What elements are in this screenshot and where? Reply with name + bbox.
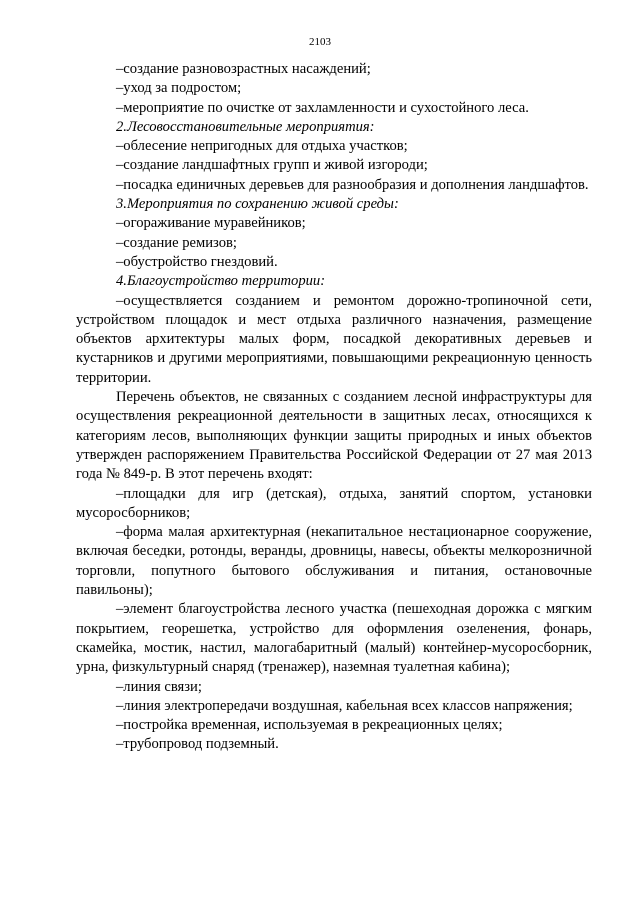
list-item: –создание ландшафтных групп и живой изгороди; — [116, 157, 428, 174]
page-number: 2103 — [309, 36, 331, 48]
list-item: –обустройство гнездовий. — [116, 253, 278, 270]
list-item: –уход за подростом; — [116, 80, 242, 97]
body-paragraph: Перечень объектов, не связанных с созданием лесной инфраструктуры для осуществления рекреационной деятельности в защитных лесах, относящихся к категориям лесов, выполняющих функции защиты природных и иных объектов утвержден распоряжением Правительства Российской Федерации от 27 мая 2013 года № 849-р. В этот перечень входят: — [76, 389, 592, 483]
list-item: –создание ремизов; — [116, 234, 237, 251]
list-item: –трубопровод подземный. — [116, 736, 279, 753]
list-item: –облесение непригодных для отдыха участков; — [116, 138, 408, 155]
list-item: –линия связи; — [116, 678, 202, 695]
section-heading: 2.Лесовосстановительные мероприятия: — [116, 118, 375, 135]
section-heading: 4.Благоустройство территории: — [116, 273, 326, 290]
list-item: –огораживание муравейников; — [116, 215, 306, 232]
list-item: –создание разновозрастных насаждений; — [116, 61, 371, 77]
list-item: –форма малая архитектурная (некапитальное нестационарное сооружение, включая беседки, ротонды, веранды, дровницы, навесы, объекты мелкорозничной торговли, попутного бытового обслуживания и питания, остановочные павильоны); — [76, 524, 592, 599]
list-item: –постройка временная, используемая в рекреационных целях; — [116, 717, 503, 734]
list-item: –посадка единичных деревьев для разнообразия и дополнения ландшафтов. — [116, 176, 589, 193]
list-item: –линия электропередачи воздушная, кабельная всех классов напряжения; — [116, 697, 573, 714]
list-item: –мероприятие по очистке от захламленности и сухостойного леса. — [116, 99, 529, 116]
body-paragraph: –осуществляется созданием и ремонтом дорожно-тропиночной сети, устройством площадок и мест отдыха различного назначения, размещение объектов архитектуры малых форм, посадкой декоративных деревьев и кустарников и другими мероприятиями, повышающими рекреационную ценность территории. — [76, 292, 592, 386]
section-heading: 3.Мероприятия по сохранению живой среды: — [116, 196, 399, 213]
page-body — [76, 60, 592, 755]
list-item: –площадки для игр (детская), отдыха, занятий спортом, установки мусоросборников; — [76, 485, 592, 521]
list-item: –элемент благоустройства лесного участка (пешеходная дорожка с мягким покрытием, георешетка, устройство для оформления озеленения, фонарь, скамейка, мостик, настил, малогабаритный (малый) контейнер-мусоросборник, урна, физкультурный снаряд (тренажер), наземная туалетная кабина); — [76, 601, 592, 676]
